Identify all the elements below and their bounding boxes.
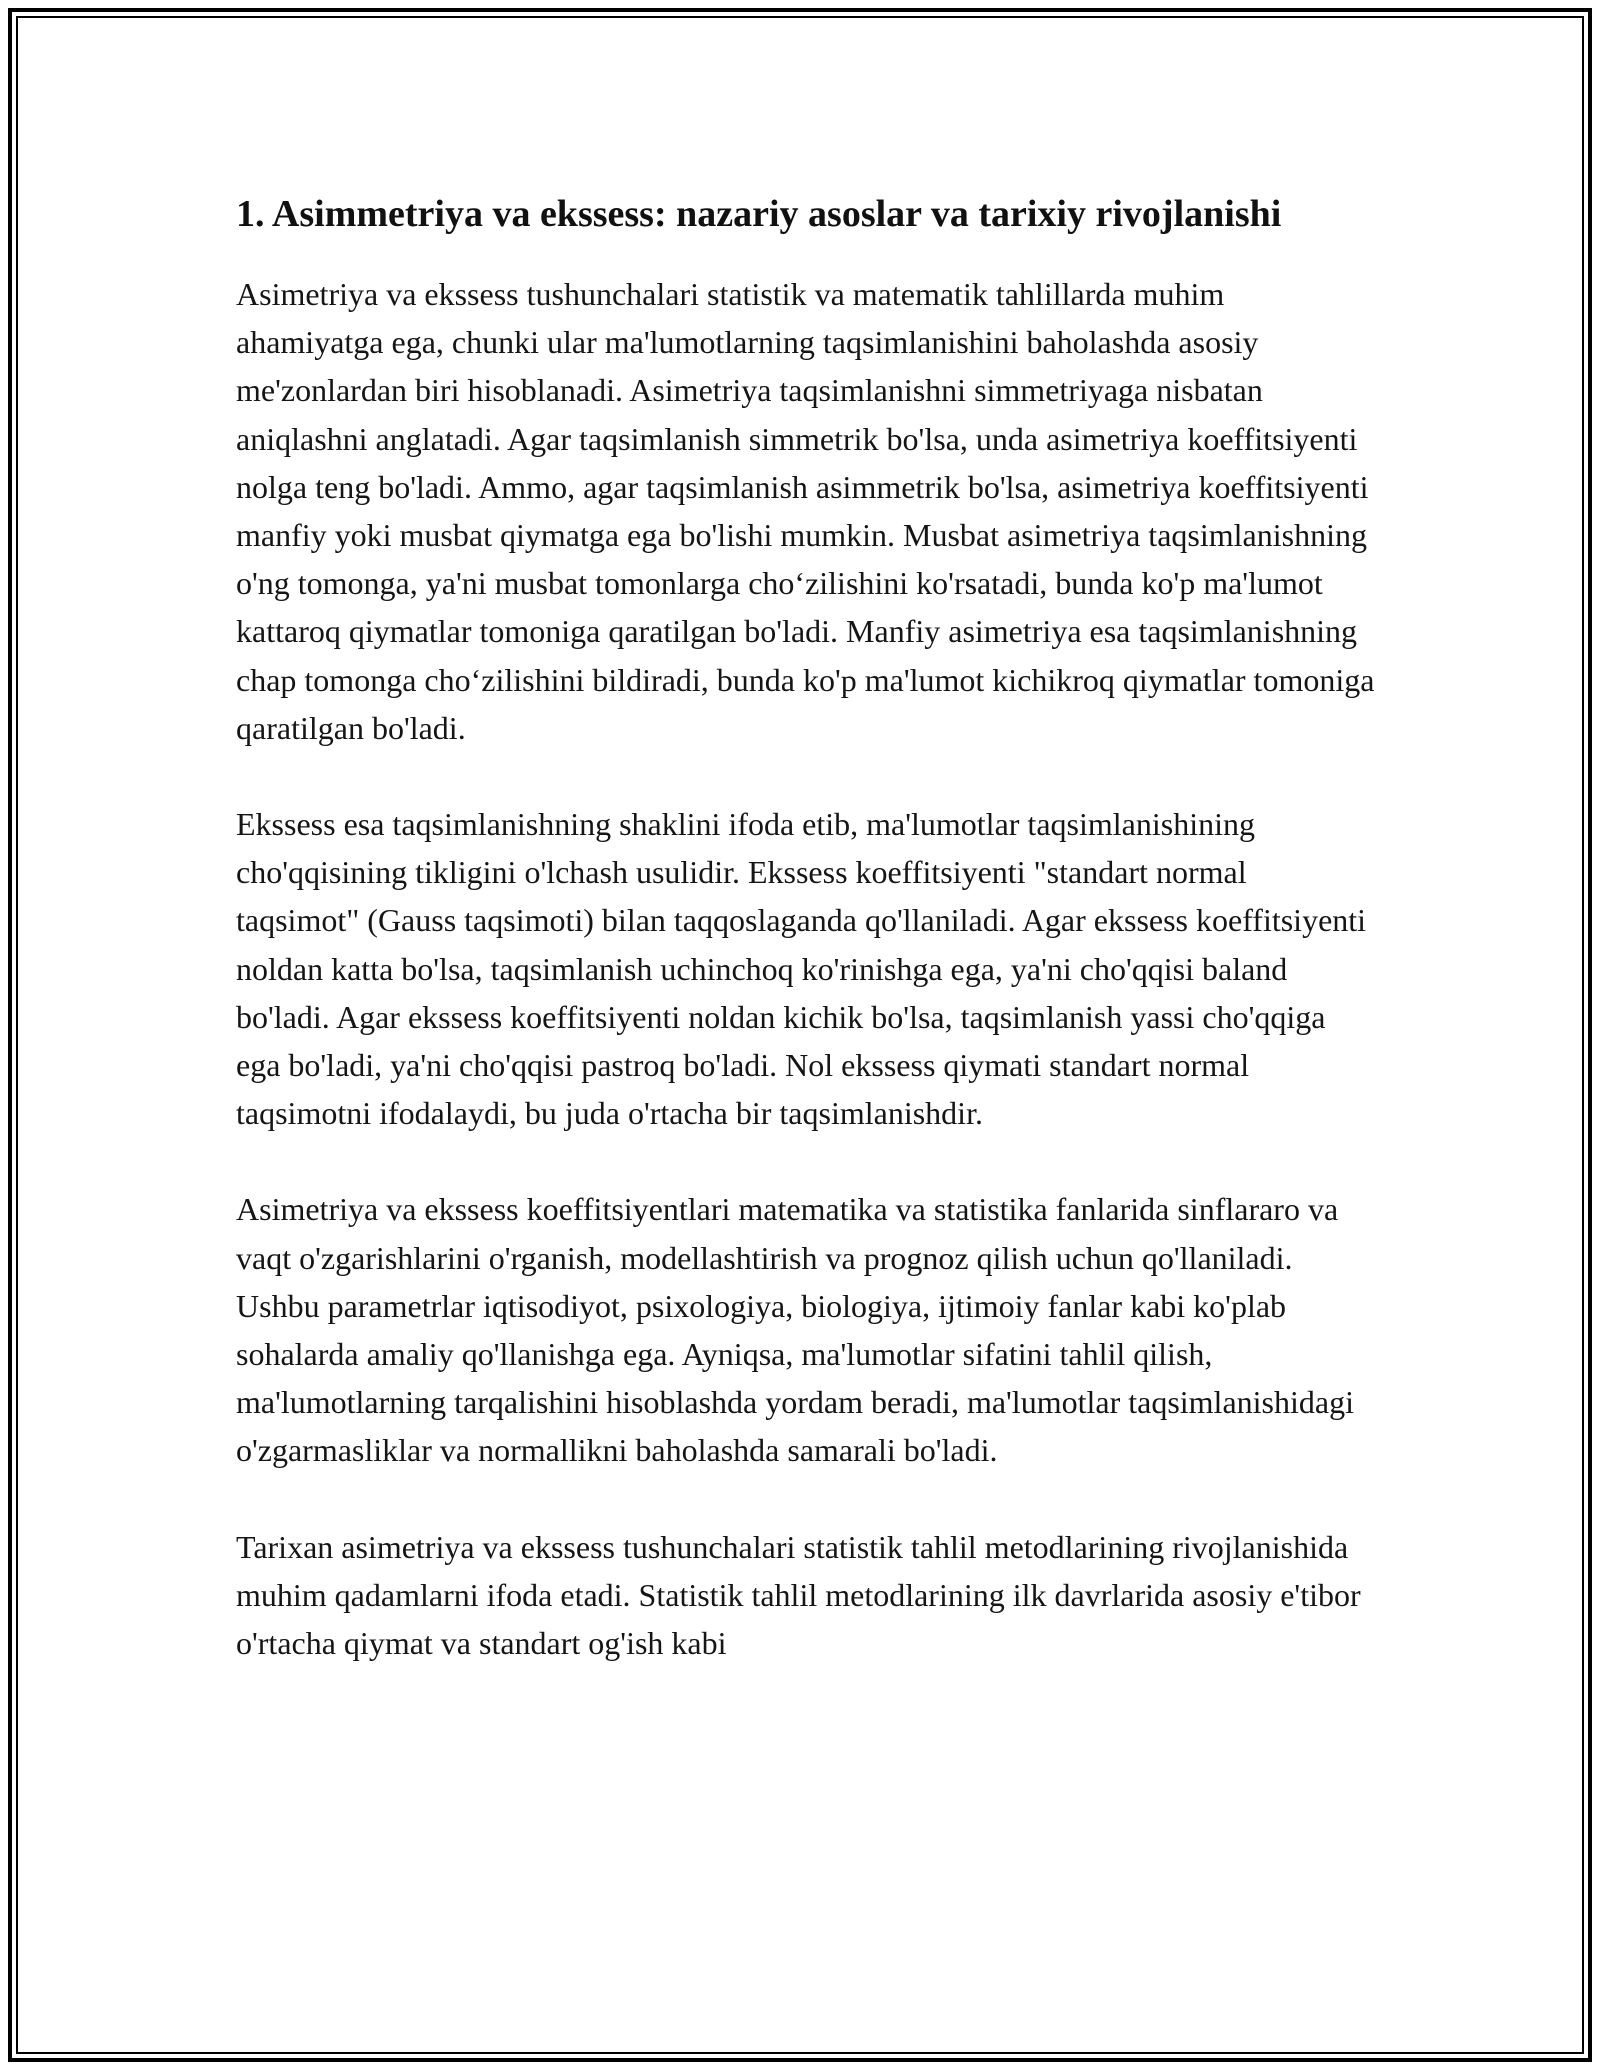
document-body <box>236 186 1376 1715</box>
paragraph-history: Tarixan asimetriya va ekssess tushunchalari statistik tahlil metodlarining rivojlanishida muhim qadamlarni ifoda etadi. Statistik tahlil metodlarining ilk davrlarida asosiy e'tibor o'rtacha qiymat va standart og'ish kabi <box>236 1528 1361 1662</box>
paragraph-excess: Ekssess esa taqsimlanishning shaklini ifoda etib, ma'lumotlar taqsimlanishining cho'qqisining tikligini o'lchash usulidir. Ekssess koeffitsiyenti "standart normal taqsimot" (Gauss taqsimoti) bilan taqqoslaganda qo'llaniladi. Agar ekssess koeffitsiyenti noldan katta bo'lsa, taqsimlanish uchinchoq ko'rinishga ega, ya'ni cho'qqisi baland bo'ladi. Agar ekssess koeffitsiyenti noldan kichik bo'lsa, taqsimlanish yassi cho'qqiga ega bo'ladi, ya'ni cho'qqisi pastroq bo'ladi. Nol ekssess qiymati standart normal taqsimotni ifodalaydi, bu juda o'rtacha bir taqsimlanishdir. <box>236 806 1367 1132</box>
section-heading: 1. Asimmetriya va ekssess: nazariy asoslar va tarixiy rivojlanishi <box>236 193 1282 235</box>
paragraph-applications: Asimetriya va ekssess koeffitsiyentlari matematika va statistika fanlarida sinflararo va vaqt o'zgarishlarini o'rganish, modellashtirish va prognoz qilish uchun qo'llaniladi. Ushbu parametrlar iqtisodiyot, psixologiya, biologiya, ijtimoiy fanlar kabi ko'plab sohalarda amaliy qo'llanishga ega. Ayniqsa, ma'lumotlar sifatini tahlil qilish, ma'lumotlarning tarqalishini hisoblashda yordam beradi, ma'lumotlar taqsimlanishidagi o'zgarmasliklar va normallikni baholashda samarali bo'ladi. <box>236 1191 1354 1469</box>
paragraph-asymmetry: Asimetriya va ekssess tushunchalari statistik va matematik tahlillarda muhim ahamiyatga ega, chunki ular ma'lumotlarning taqsimlanishini baholashda asosiy me'zonlardan biri hisoblanadi. Asimetriya taqsimlanishni simmetriyaga nisbatan aniqlashni anglatadi. Agar taqsimlanish simmetrik bo'lsa, unda asimetriya koeffitsiyenti nolga teng bo'ladi. Ammo, agar taqsimlanish asimmetrik bo'lsa, asimetriya koeffitsiyenti manfiy yoki musbat qiymatga ega bo'lishi mumkin. Musbat asimetriya taqsimlanishning o'ng tomonga, ya'ni musbat tomonlarga cho‘zilishini ko'rsatadi, bunda ko'p ma'lumot kattaroq qiymatlar tomoniga qaratilgan bo'ladi. Manfiy asimetriya esa taqsimlanishning chap tomonga cho‘zilishini bildiradi, bunda ko'p ma'lumot kichikroq qiymatlar tomoniga qaratilgan bo'ladi. <box>236 276 1375 746</box>
